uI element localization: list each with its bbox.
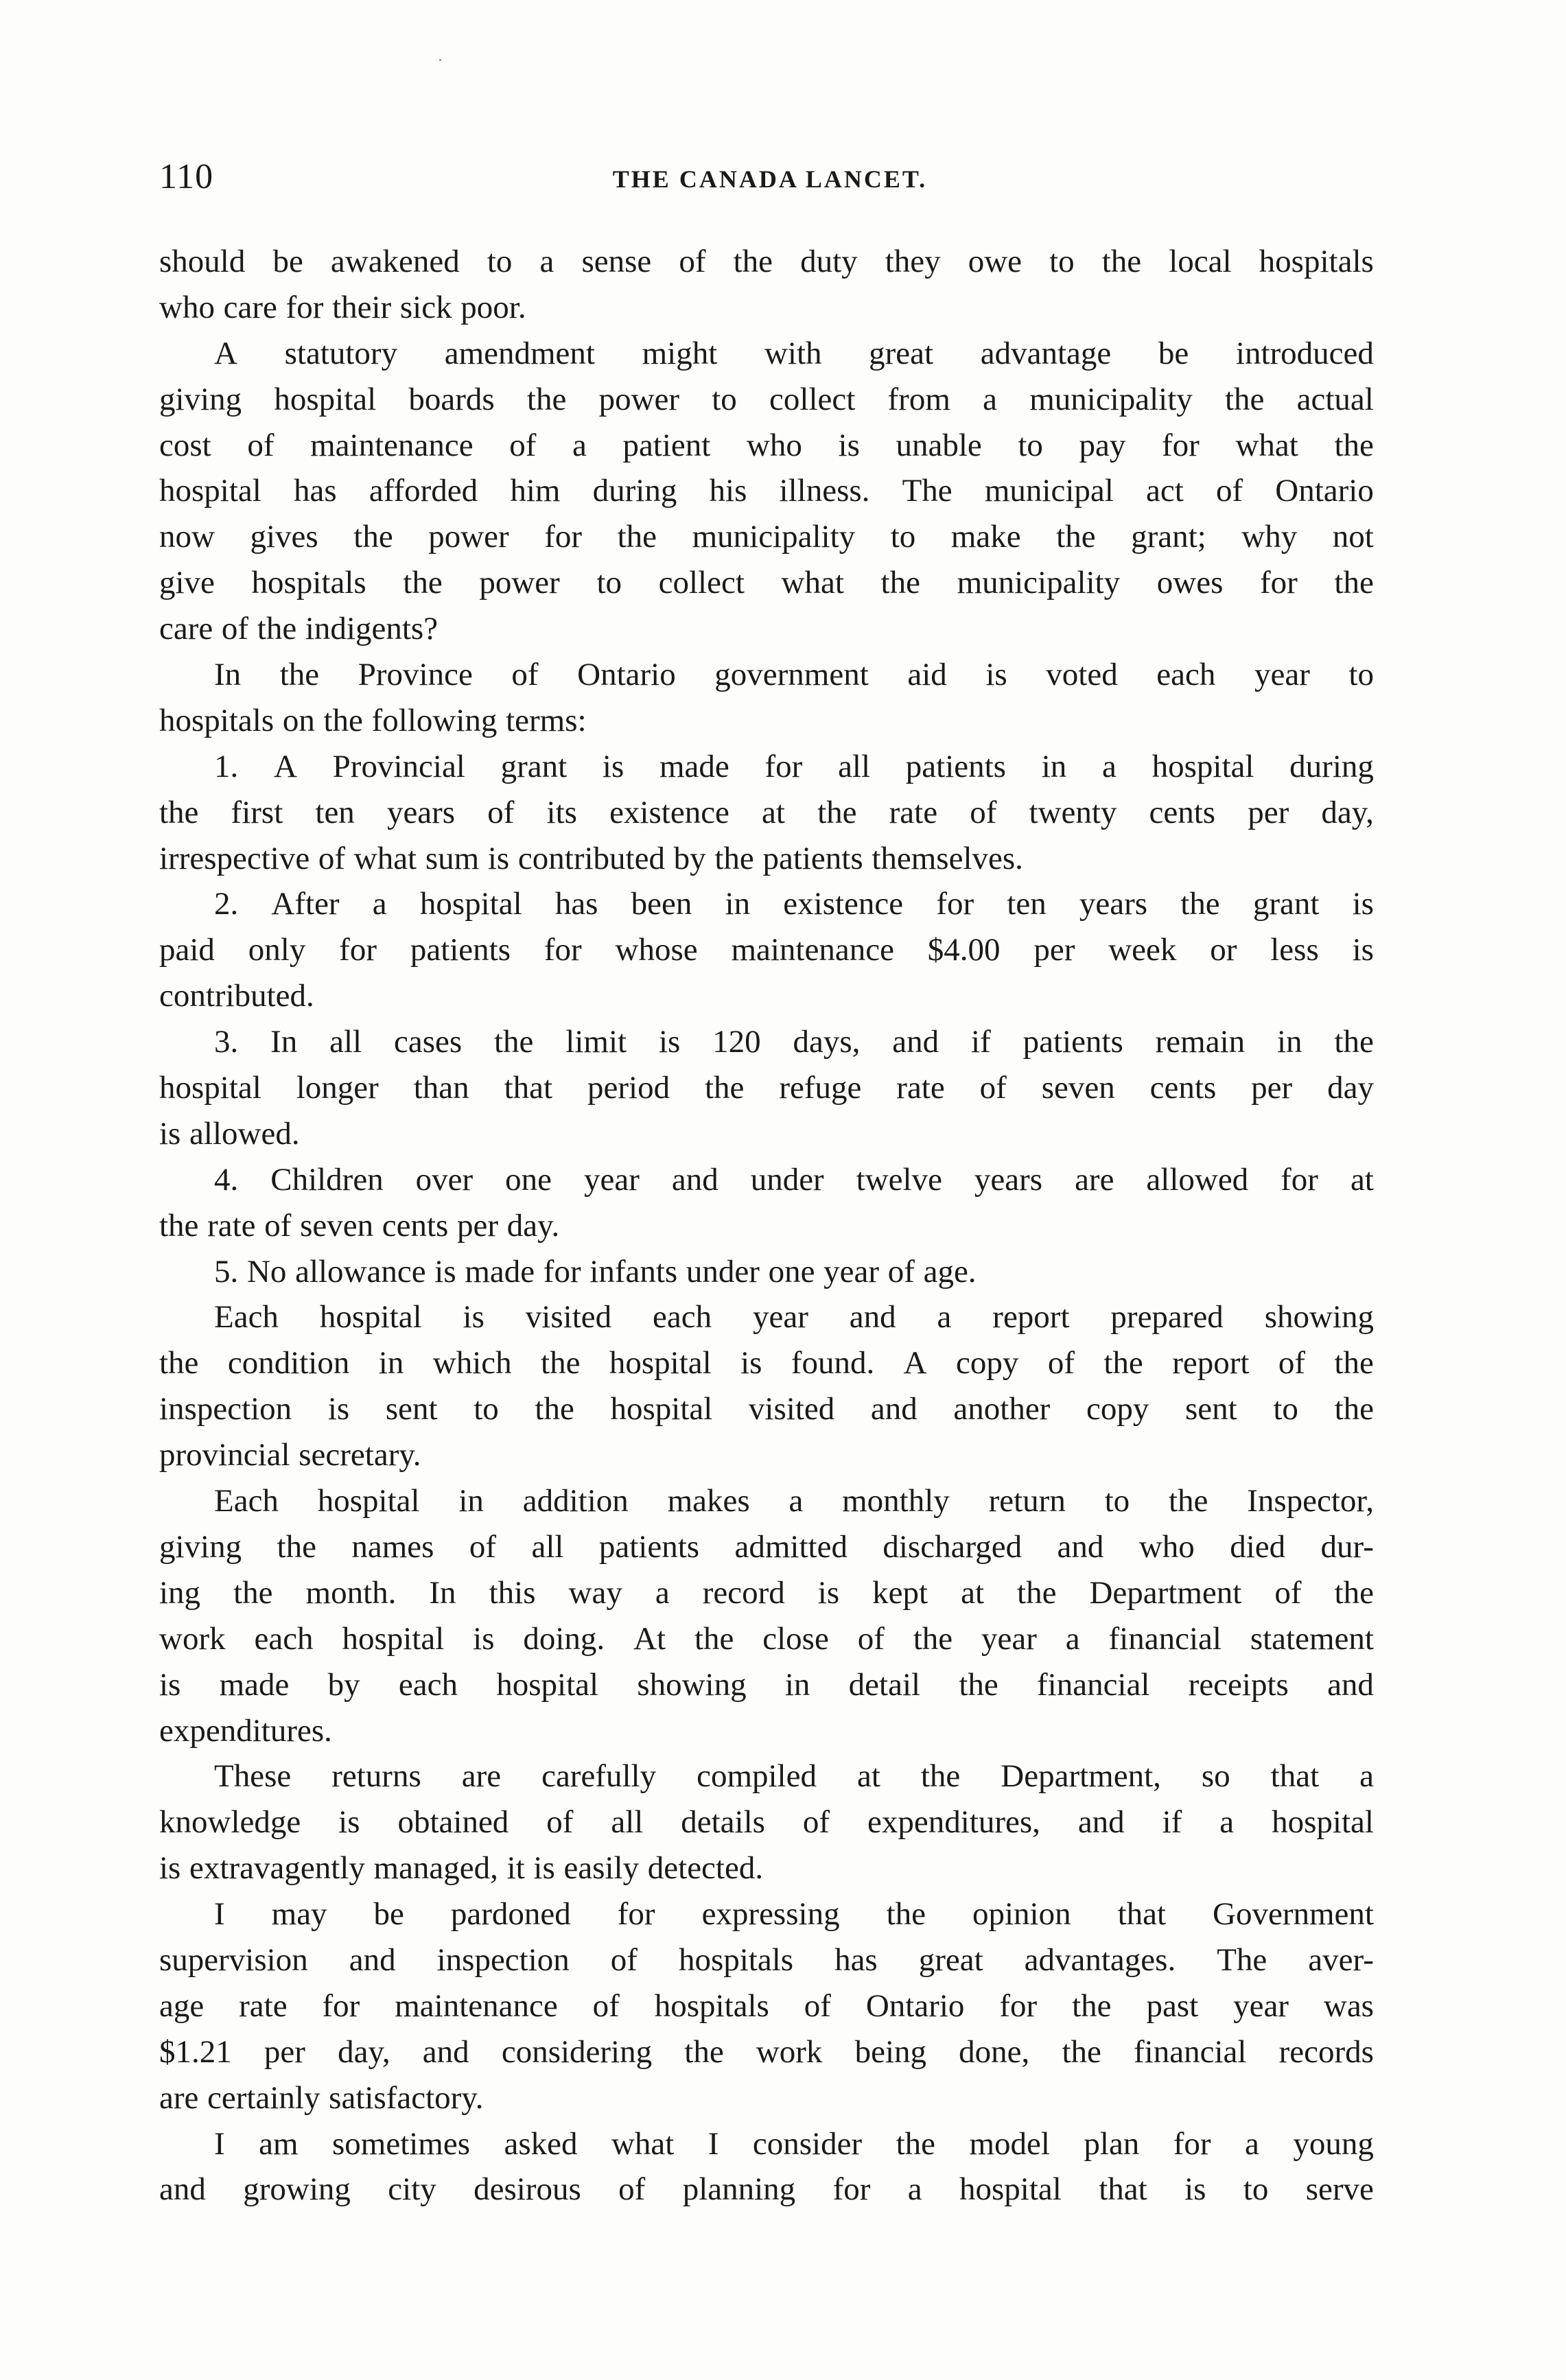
text-line: I am sometimes asked what I consider the model plan for a young xyxy=(214,2125,1374,2162)
running-title: THE CANADA LANCET. xyxy=(612,165,928,193)
text-line: the rate of seven cents per day. xyxy=(159,1207,560,1244)
text-line: now gives the power for the municipality to make the grant; why not xyxy=(159,519,1374,555)
text-line: supervision and inspection of hospitals has great advantages. The aver- xyxy=(159,1941,1374,1978)
text-line: the first ten years of its existence at the rate of twenty cents per day, xyxy=(159,794,1374,830)
text-line: Each hospital is visited each year and a report prepared showing xyxy=(214,1299,1374,1335)
text-line: hospital has afforded him during his illness. The municipal act of Ontario xyxy=(159,473,1374,509)
text-line: cost of maintenance of a patient who is unable to pay for what the xyxy=(159,427,1374,463)
text-line: give hospitals the power to collect what the municipality owes for the xyxy=(159,565,1374,601)
text-line: hospitals on the following terms: xyxy=(159,702,587,738)
text-line: 3. In all cases the limit is 120 days, and if patients remain in the xyxy=(214,1024,1374,1060)
text-line: care of the indigents? xyxy=(159,611,439,647)
text-line: and growing city desirous of planning for a hospital that is to serve xyxy=(159,2171,1374,2208)
text-line: expenditures. xyxy=(159,1712,332,1749)
text-line: age rate for maintenance of hospitals of Ontario for the past year was xyxy=(159,1987,1374,2024)
text-line: $1.21 per day, and considering the work being done, the financial records xyxy=(159,2033,1374,2070)
text-line: irrespective of what sum is contributed by the patients themselves. xyxy=(159,840,1023,876)
text-line: Each hospital in addition makes a monthly return to the Inspector, xyxy=(214,1483,1374,1519)
text-line: hospital longer than that period the refuge rate of seven cents per day xyxy=(159,1070,1374,1106)
text-line: ing the month. In this way a record is kept at the Department of the xyxy=(159,1574,1374,1611)
text-line: the condition in which the hospital is found. A copy of the report of the xyxy=(159,1345,1374,1381)
text-line: are certainly satisfactory. xyxy=(159,2079,484,2116)
page-header xyxy=(159,156,1381,205)
text-line: 4. Children over one year and under twelve years are allowed for at xyxy=(214,1161,1374,1198)
print-speck xyxy=(439,59,441,61)
text-line: These returns are carefully compiled at the Department, so that a xyxy=(214,1758,1374,1795)
text-line: 2. After a hospital has been in existence for ten years the grant is xyxy=(214,886,1374,922)
text-line: should be awakened to a sense of the duty they owe to the local hospitals xyxy=(159,244,1374,279)
text-line: A statutory amendment might with great advantage be introduced xyxy=(214,335,1374,371)
text-line: In the Province of Ontario government aid is voted each year to xyxy=(214,657,1374,693)
text-line: I may be pardoned for expressing the opinion that Government xyxy=(214,1896,1374,1933)
page-number: 110 xyxy=(159,157,214,196)
text-line: paid only for patients for whose maintenance $4.00 per week or less is xyxy=(159,932,1374,968)
text-line: work each hospital is doing. At the close of the year a financial statement xyxy=(159,1620,1374,1657)
text-line: is extravagently managed, it is easily detected. xyxy=(159,1850,764,1887)
text-line: contributed. xyxy=(159,978,314,1014)
article-body xyxy=(159,239,1374,2213)
text-line: is made by each hospital showing in detail the financial receipts and xyxy=(159,1666,1374,1703)
text-line: inspection is sent to the hospital visited and another copy sent to the xyxy=(159,1391,1374,1427)
text-line: is allowed. xyxy=(159,1115,300,1152)
text-line: giving the names of all patients admitted discharged and who died dur- xyxy=(159,1528,1374,1565)
text-line: who care for their sick poor. xyxy=(159,289,526,325)
text-line: provincial secretary. xyxy=(159,1437,421,1473)
text-line: knowledge is obtained of all details of expenditures, and if a hospital xyxy=(159,1804,1374,1841)
text-line: giving hospital boards the power to collect from a municipality the actual xyxy=(159,381,1374,417)
text-line: 5. No allowance is made for infants under one year of age. xyxy=(214,1253,977,1290)
text-line: 1. A Provincial grant is made for all patients in a hospital during xyxy=(214,748,1374,784)
